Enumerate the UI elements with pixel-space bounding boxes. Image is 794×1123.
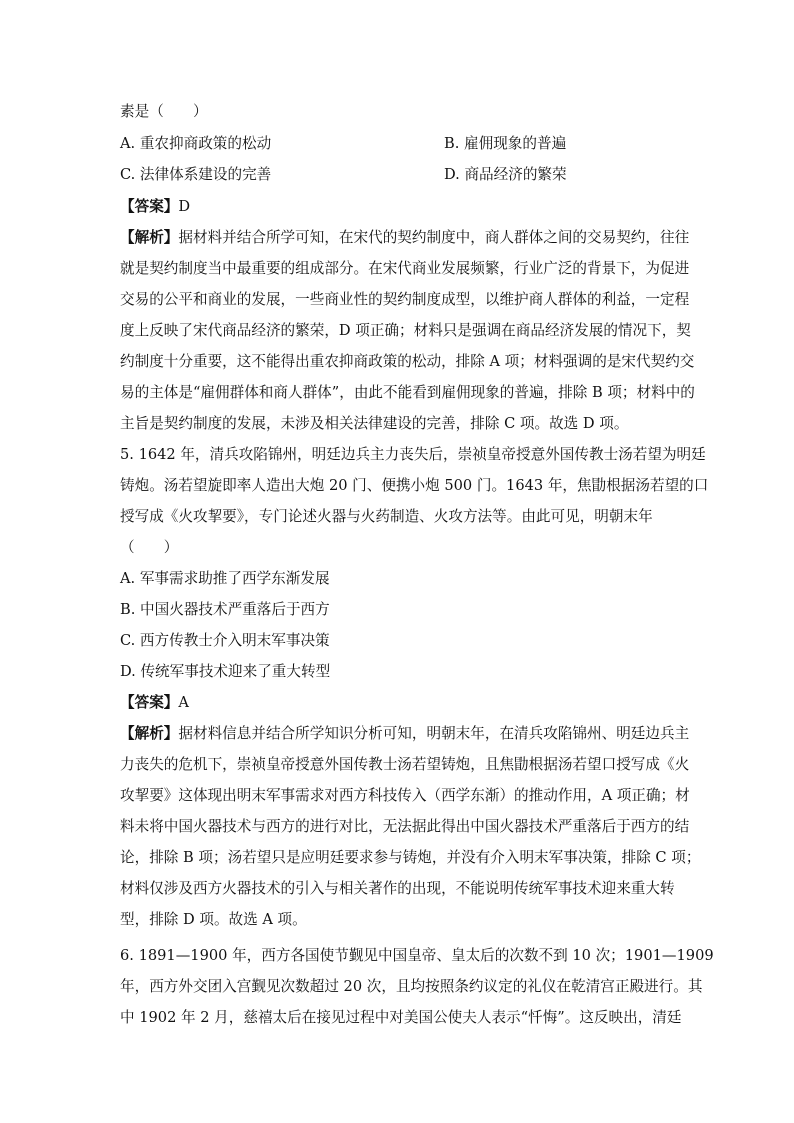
- answer-value: A: [178, 694, 189, 711]
- analysis-tag: 【解析】: [120, 229, 179, 246]
- question-5-option-d: D. 传统军事技术迎来了重大转型: [120, 663, 331, 680]
- answer-tag: 【答案】: [120, 198, 179, 215]
- question-4-option-a: A. 重农抑商政策的松动: [120, 135, 272, 152]
- question-4-analysis-line-2: 就是契约制度当中最重要的组成部分。在宋代商业发展频繁，行业广泛的背景下，为促进: [120, 260, 690, 277]
- analysis-text: 据材料信息并结合所学知识分析可知，明朝末年，在清兵攻陷锦州、明廷边兵主: [178, 725, 690, 742]
- question-5-analysis-line-7: 型，排除 D 项。故选 A 项。: [120, 911, 307, 928]
- question-5-analysis-line-1: [120, 724, 690, 744]
- question-6-stem-line-2: 年，西方外交团入宫觐见次数超过 20 次，且均按照条约议定的礼仪在乾清宫正殿进行。其: [120, 978, 703, 995]
- question-4-option-c: C. 法律体系建设的完善: [120, 166, 272, 183]
- question-4-analysis-line-3: 交易的公平和商业的发展，一些商业性的契约制度成型，以维护商人群体的利益，一定程: [120, 291, 690, 308]
- question-5-option-b: B. 中国火器技术严重落后于西方: [120, 601, 330, 618]
- question-4-option-d: D. 商品经济的繁荣: [444, 166, 567, 183]
- question-5-analysis-line-2: 力丧失的危机下，崇祯皇帝授意外国传教士汤若望铸炮，且焦勖根据汤若望口授写成《火: [120, 756, 690, 773]
- analysis-text: 据材料并结合所学可知，在宋代的契约制度中，商人群体之间的交易契约，往往: [178, 229, 690, 246]
- question-4-option-b: B. 雇佣现象的普遍: [444, 135, 567, 152]
- question-4-analysis-line-4: 度上反映了宋代商品经济的繁荣，D 项正确；材料只是强调在商品经济发展的情况下，契: [120, 322, 691, 339]
- question-5-option-c: C. 西方传教士介入明末军事决策: [120, 632, 330, 649]
- question-4-answer: [120, 197, 190, 217]
- question-5-stem-line-2: 铸炮。汤若望旋即率人造出大炮 20 门、便携小炮 500 门。1643 年，焦勖根据汤若望的口: [120, 477, 709, 494]
- question-4-stem-end: 素是（ ）: [120, 103, 208, 120]
- question-5-answer: [120, 693, 189, 713]
- question-5-stem-line-3: 授写成《火攻挈要》，专门论述火器与火药制造、火攻方法等。由此可见，明朝末年: [120, 508, 653, 525]
- question-5-analysis-line-6: 材料仅涉及西方火器技术的引入与相关著作的出现，不能说明传统军事技术迎来重大转: [120, 880, 675, 897]
- answer-value: D: [178, 198, 191, 215]
- question-4-analysis-line-6: 易的主体是“雇佣群体和商人群体”，由此不能看到雇佣现象的普遍，排除 B 项；材料中的: [120, 384, 695, 401]
- answer-tag: 【答案】: [120, 694, 179, 711]
- question-5-analysis-line-4: 料未将中国火器技术与西方的进行对比，无法据此得出中国火器技术严重落后于西方的结: [120, 818, 690, 835]
- question-6-stem-line-1: 6. 1891—1900 年，西方各国使节觐见中国皇帝、皇太后的次数不到 10 次；1901—1909: [120, 947, 714, 964]
- analysis-tag: 【解析】: [120, 725, 179, 742]
- question-4-analysis-line-1: [120, 228, 690, 248]
- question-6-stem-line-3: 中 1902 年 2 月，慈禧太后在接见过程中对美国公使夫人表示“忏悔”。这反映出，清廷: [120, 1009, 682, 1026]
- question-5-blank: （ ）: [120, 539, 179, 556]
- question-5-analysis-line-3: 攻挈要》这体现出明末军事需求对西方科技传入（西学东渐）的推动作用，A 项正确；材: [120, 787, 690, 804]
- question-4-analysis-line-7: 主旨是契约制度的发展，未涉及相关法律建设的完善，排除 C 项。故选 D 项。: [120, 415, 629, 432]
- question-5-option-a: A. 军事需求助推了西学东渐发展: [120, 570, 330, 587]
- question-4-analysis-line-5: 约制度十分重要，这不能得出重农抑商政策的松动，排除 A 项；材料强调的是宋代契约交: [120, 353, 695, 370]
- question-5-analysis-line-5: 论，排除 B 项；汤若望只是应明廷要求参与铸炮，并没有介入明末军事决策，排除 C 项；: [120, 849, 701, 866]
- question-5-stem-line-1: 5. 1642 年，清兵攻陷锦州，明廷边兵主力丧失后，崇祯皇帝授意外国传教士汤若望为明廷: [120, 446, 706, 463]
